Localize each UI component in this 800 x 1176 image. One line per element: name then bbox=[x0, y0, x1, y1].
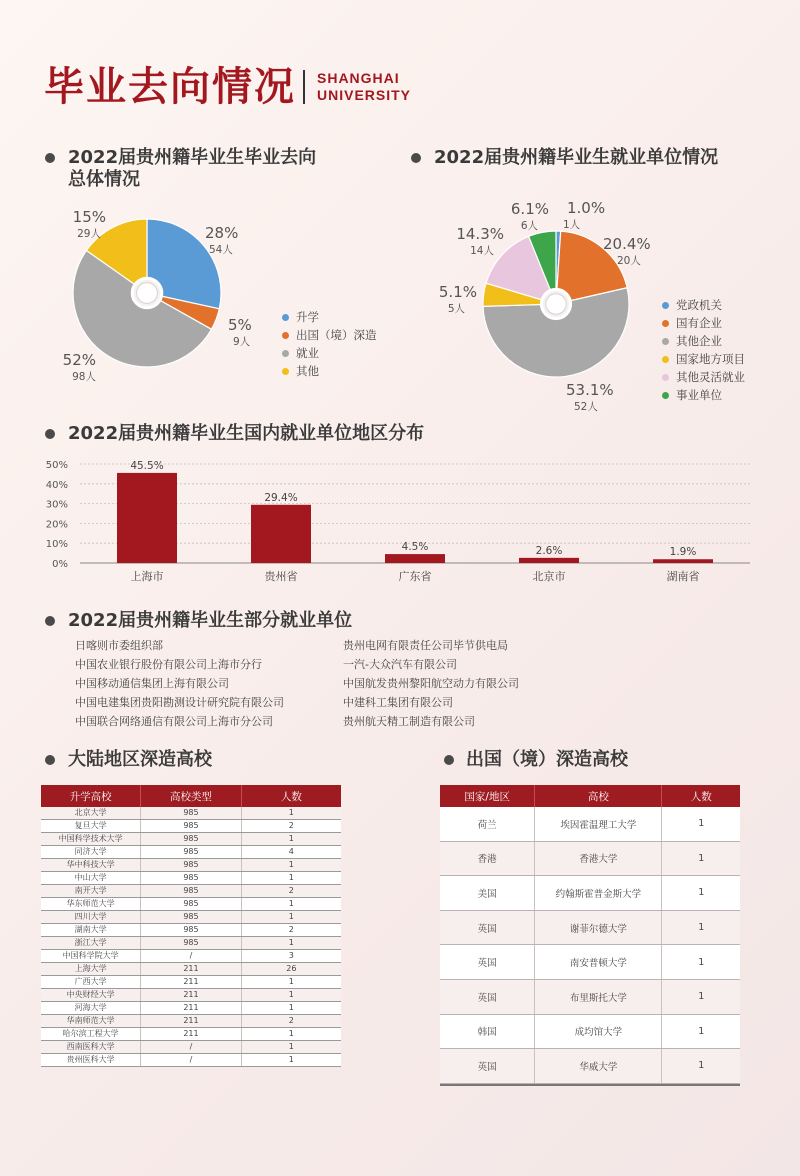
table-row bbox=[41, 807, 341, 820]
table-cell: 约翰斯霍普金斯大学 bbox=[535, 876, 662, 911]
pie-center-inner bbox=[546, 294, 566, 314]
table-cell: 1 bbox=[241, 911, 341, 924]
legend-label: 其他 bbox=[296, 364, 319, 378]
table-cell: 2 bbox=[241, 885, 341, 898]
table-row bbox=[41, 885, 341, 898]
x-tick-label: 上海市 bbox=[130, 570, 164, 583]
slice-percent-label: 1.0% bbox=[567, 199, 606, 217]
table-cell: 埃因霍温理工大学 bbox=[535, 807, 662, 841]
section-bullet bbox=[45, 616, 55, 626]
table-cell: 英国 bbox=[440, 979, 535, 1014]
table-cell: 211 bbox=[141, 1028, 241, 1041]
table-cell: 哈尔滨工程大学 bbox=[41, 1028, 141, 1041]
table-row bbox=[41, 1054, 341, 1067]
table-cell: 211 bbox=[141, 963, 241, 976]
employer-item: 贵州航天精工制造有限公司 bbox=[343, 715, 475, 728]
slice-percent-label: 53.1% bbox=[566, 381, 614, 399]
employer-item: 中国移动通信集团上海有限公司 bbox=[75, 677, 229, 690]
section-bullet bbox=[45, 755, 55, 765]
section-bullet bbox=[45, 153, 55, 163]
table-cell: 985 bbox=[141, 820, 241, 833]
table-cell: 1 bbox=[241, 1002, 341, 1015]
table-row bbox=[440, 841, 740, 876]
table-cell: 英国 bbox=[440, 945, 535, 980]
x-tick-label: 贵州省 bbox=[264, 570, 298, 583]
table-cell: 985 bbox=[141, 898, 241, 911]
legend-label: 其他企业 bbox=[676, 334, 722, 348]
section-title-employers: 2022届贵州籍毕业生部分就业单位 bbox=[68, 610, 353, 631]
slice-count-label: 54人 bbox=[209, 244, 233, 256]
x-tick-label: 湖南省 bbox=[666, 570, 700, 583]
table-row bbox=[41, 833, 341, 846]
table-cell: 1 bbox=[241, 976, 341, 989]
university-name bbox=[317, 70, 411, 104]
y-tick-label: 10% bbox=[45, 539, 68, 551]
table-cell: 香港 bbox=[440, 841, 535, 876]
bar-value-label: 4.5% bbox=[401, 541, 429, 554]
employer-item: 中国电建集团贵阳勘测设计研究院有限公司 bbox=[75, 696, 284, 709]
table-cell: 华中科技大学 bbox=[41, 859, 141, 872]
table-cell: 华南师范大学 bbox=[41, 1015, 141, 1028]
abroad-table-wrap bbox=[440, 785, 740, 1086]
bar-value-label: 29.4% bbox=[264, 491, 298, 504]
table-cell: 4 bbox=[241, 846, 341, 859]
section-bullet bbox=[444, 755, 454, 765]
table-row bbox=[41, 846, 341, 859]
table-cell: 211 bbox=[141, 1002, 241, 1015]
legend-item bbox=[662, 296, 745, 314]
legend-swatch bbox=[282, 368, 289, 375]
table-cell: 湖南大学 bbox=[41, 924, 141, 937]
table-cell: 复旦大学 bbox=[41, 820, 141, 833]
employer-item: 中国农业银行股份有限公司上海市分行 bbox=[75, 658, 262, 671]
legend-swatch bbox=[662, 374, 669, 381]
y-tick-label: 50% bbox=[45, 460, 68, 471]
bar bbox=[251, 505, 311, 563]
slice-count-label: 1人 bbox=[563, 219, 581, 231]
table-cell: 211 bbox=[141, 1015, 241, 1028]
table-cell: 1 bbox=[241, 898, 341, 911]
section-title-overall-line2: 总体情况 bbox=[68, 169, 140, 190]
table-cell: 1 bbox=[241, 833, 341, 846]
table-row bbox=[41, 859, 341, 872]
table-cell: 2 bbox=[241, 820, 341, 833]
legend-item bbox=[662, 314, 745, 332]
table-cell: 布里斯托大学 bbox=[535, 979, 662, 1014]
bar bbox=[117, 473, 177, 563]
slice-percent-label: 28% bbox=[205, 224, 239, 242]
slice-count-label: 6人 bbox=[520, 220, 538, 232]
table-cell: 1 bbox=[241, 872, 341, 885]
column-header: 升学高校 bbox=[41, 785, 141, 807]
table-cell: 1 bbox=[662, 807, 740, 841]
table-row bbox=[440, 1049, 740, 1084]
section-title-region: 2022届贵州籍毕业生国内就业单位地区分布 bbox=[68, 423, 425, 444]
table-cell: 荷兰 bbox=[440, 807, 535, 841]
column-header: 高校 bbox=[535, 785, 662, 807]
legend-swatch bbox=[282, 332, 289, 339]
employer-list-left bbox=[75, 636, 284, 731]
table-cell: 北京大学 bbox=[41, 807, 141, 820]
destination-legend bbox=[282, 308, 377, 380]
table-row bbox=[41, 924, 341, 937]
employer-type-legend bbox=[662, 296, 745, 404]
table-cell: 985 bbox=[141, 911, 241, 924]
section-title-overall-line1: 2022届贵州籍毕业生毕业去向 bbox=[68, 147, 317, 168]
x-tick-label: 广东省 bbox=[398, 570, 432, 583]
column-header: 人数 bbox=[241, 785, 341, 807]
employer-list-right bbox=[343, 636, 519, 731]
table-cell: 同济大学 bbox=[41, 846, 141, 859]
table-row bbox=[440, 945, 740, 980]
x-tick-label: 北京市 bbox=[532, 570, 566, 583]
legend-item bbox=[662, 386, 745, 404]
slice-percent-label: 15% bbox=[72, 208, 106, 226]
table-cell: 1 bbox=[241, 989, 341, 1002]
table-cell: 985 bbox=[141, 872, 241, 885]
table-cell: 1 bbox=[662, 910, 740, 945]
university-name-line2: UNIVERSITY bbox=[317, 87, 412, 103]
table-row bbox=[440, 910, 740, 945]
section-title-overall bbox=[68, 147, 316, 191]
slice-percent-label: 20.4% bbox=[603, 235, 651, 253]
section-title-mainland: 大陆地区深造高校 bbox=[68, 749, 212, 770]
table-cell: 1 bbox=[241, 859, 341, 872]
table-cell: 成均馆大学 bbox=[535, 1014, 662, 1049]
bar bbox=[653, 559, 713, 563]
table-cell: 1 bbox=[662, 945, 740, 980]
table-bottom-rule bbox=[440, 1084, 740, 1086]
slice-count-label: 14人 bbox=[470, 245, 494, 257]
table-cell: 2 bbox=[241, 1015, 341, 1028]
table-cell: 211 bbox=[141, 989, 241, 1002]
table-cell: / bbox=[141, 1041, 241, 1054]
legend-item bbox=[662, 368, 745, 386]
table-cell: 华东师范大学 bbox=[41, 898, 141, 911]
table-cell: 985 bbox=[141, 833, 241, 846]
region-bar-chart bbox=[0, 452, 800, 592]
legend-item bbox=[662, 332, 745, 350]
mainland-schools-table bbox=[41, 785, 341, 1067]
table-cell: 2 bbox=[241, 924, 341, 937]
bar-value-label: 2.6% bbox=[535, 544, 563, 557]
section-bullet bbox=[411, 153, 421, 163]
table-cell: 南安普顿大学 bbox=[535, 945, 662, 980]
employer-item: 贵州电网有限责任公司毕节供电局 bbox=[343, 639, 508, 652]
slice-count-label: 20人 bbox=[617, 255, 641, 267]
employer-item: 中建科工集团有限公司 bbox=[343, 696, 453, 709]
table-row bbox=[41, 937, 341, 950]
column-header: 国家/地区 bbox=[440, 785, 535, 807]
table-cell: 1 bbox=[662, 876, 740, 911]
legend-item bbox=[282, 362, 377, 380]
table-row bbox=[440, 979, 740, 1014]
legend-label: 国家地方项目 bbox=[676, 352, 745, 366]
y-tick-label: 40% bbox=[45, 479, 68, 491]
bar bbox=[519, 558, 579, 563]
table-row bbox=[41, 1002, 341, 1015]
table-cell: 浙江大学 bbox=[41, 937, 141, 950]
legend-swatch bbox=[662, 338, 669, 345]
legend-swatch bbox=[662, 302, 669, 309]
table-cell: 中国科学技术大学 bbox=[41, 833, 141, 846]
table-cell: 985 bbox=[141, 937, 241, 950]
slice-count-label: 98人 bbox=[72, 371, 96, 383]
table-row bbox=[41, 1041, 341, 1054]
table-cell: 广西大学 bbox=[41, 976, 141, 989]
pie-center-inner bbox=[137, 283, 158, 304]
slice-percent-label: 52% bbox=[62, 351, 96, 369]
legend-label: 党政机关 bbox=[676, 298, 722, 312]
table-row bbox=[41, 950, 341, 963]
table-cell: 1 bbox=[241, 1028, 341, 1041]
table-cell: 1 bbox=[241, 1054, 341, 1067]
table-cell: 美国 bbox=[440, 876, 535, 911]
table-cell: 1 bbox=[241, 937, 341, 950]
column-header: 高校类型 bbox=[141, 785, 241, 807]
abroad-schools-table bbox=[440, 785, 740, 1084]
slice-count-label: 9人 bbox=[233, 336, 251, 348]
legend-swatch bbox=[662, 320, 669, 327]
table-row bbox=[41, 963, 341, 976]
legend-item bbox=[282, 344, 377, 362]
bar-value-label: 45.5% bbox=[130, 459, 164, 472]
mainland-table-wrap bbox=[41, 785, 341, 1067]
section-title-abroad: 出国（境）深造高校 bbox=[466, 749, 628, 770]
legend-label: 出国（境）深造 bbox=[296, 328, 377, 342]
bar bbox=[385, 554, 445, 563]
table-row bbox=[440, 1014, 740, 1049]
table-cell: 1 bbox=[662, 1049, 740, 1084]
legend-item bbox=[282, 308, 377, 326]
legend-label: 其他灵活就业 bbox=[676, 370, 745, 384]
table-row bbox=[41, 1015, 341, 1028]
slice-percent-label: 5% bbox=[228, 316, 252, 334]
legend-swatch bbox=[662, 392, 669, 399]
table-row bbox=[41, 820, 341, 833]
legend-swatch bbox=[662, 356, 669, 363]
y-tick-label: 30% bbox=[45, 499, 68, 511]
table-cell: 香港大学 bbox=[535, 841, 662, 876]
legend-label: 就业 bbox=[296, 346, 319, 360]
table-cell: 1 bbox=[662, 841, 740, 876]
legend-label: 国有企业 bbox=[676, 316, 722, 330]
table-cell: 英国 bbox=[440, 910, 535, 945]
table-cell: 河海大学 bbox=[41, 1002, 141, 1015]
table-cell: 1 bbox=[241, 807, 341, 820]
university-name-line1: SHANGHAI bbox=[317, 70, 400, 86]
table-row bbox=[440, 807, 740, 841]
table-row bbox=[41, 1028, 341, 1041]
table-cell: 南开大学 bbox=[41, 885, 141, 898]
table-cell: 985 bbox=[141, 924, 241, 937]
column-header: 人数 bbox=[662, 785, 740, 807]
table-cell: / bbox=[141, 950, 241, 963]
table-cell: 韩国 bbox=[440, 1014, 535, 1049]
title-divider bbox=[303, 70, 305, 104]
section-bullet bbox=[45, 429, 55, 439]
employer-item: 中国联合网络通信有限公司上海市分公司 bbox=[75, 715, 273, 728]
table-cell: 中央财经大学 bbox=[41, 989, 141, 1002]
employer-item: 中国航发贵州黎阳航空动力有限公司 bbox=[343, 677, 519, 690]
page-title: 毕业去向情况 bbox=[44, 64, 296, 110]
table-cell: 上海大学 bbox=[41, 963, 141, 976]
table-cell: 中国科学院大学 bbox=[41, 950, 141, 963]
legend-swatch bbox=[282, 350, 289, 357]
table-cell: 985 bbox=[141, 859, 241, 872]
legend-item bbox=[662, 350, 745, 368]
slice-count-label: 52人 bbox=[574, 401, 598, 413]
table-cell: 中山大学 bbox=[41, 872, 141, 885]
table-cell: 3 bbox=[241, 950, 341, 963]
table-cell: 四川大学 bbox=[41, 911, 141, 924]
table-cell: 1 bbox=[241, 1041, 341, 1054]
table-cell: / bbox=[141, 1054, 241, 1067]
table-row bbox=[41, 989, 341, 1002]
legend-swatch bbox=[282, 314, 289, 321]
legend-label: 事业单位 bbox=[676, 388, 722, 402]
table-cell: 211 bbox=[141, 976, 241, 989]
table-row bbox=[41, 898, 341, 911]
slice-count-label: 5人 bbox=[447, 303, 465, 315]
table-cell: 1 bbox=[662, 1014, 740, 1049]
employer-item: 日喀则市委组织部 bbox=[75, 639, 163, 652]
table-cell: 谢菲尔德大学 bbox=[535, 910, 662, 945]
table-cell: 1 bbox=[662, 979, 740, 1014]
y-tick-label: 0% bbox=[52, 559, 68, 570]
table-cell: 985 bbox=[141, 885, 241, 898]
table-cell: 26 bbox=[241, 963, 341, 976]
employer-item: 一汽-大众汽车有限公司 bbox=[343, 658, 457, 671]
table-row bbox=[440, 876, 740, 911]
y-tick-label: 20% bbox=[45, 519, 68, 531]
slice-percent-label: 14.3% bbox=[456, 225, 504, 243]
slice-percent-label: 5.1% bbox=[438, 283, 477, 301]
table-row bbox=[41, 976, 341, 989]
table-cell: 西南医科大学 bbox=[41, 1041, 141, 1054]
bar-value-label: 1.9% bbox=[669, 546, 697, 559]
table-cell: 英国 bbox=[440, 1049, 535, 1084]
table-row bbox=[41, 872, 341, 885]
table-cell: 华威大学 bbox=[535, 1049, 662, 1084]
slice-percent-label: 6.1% bbox=[510, 200, 549, 218]
table-cell: 985 bbox=[141, 807, 241, 820]
slice-count-label: 29人 bbox=[77, 228, 101, 240]
table-cell: 985 bbox=[141, 846, 241, 859]
table-cell: 贵州医科大学 bbox=[41, 1054, 141, 1067]
legend-item bbox=[282, 326, 377, 344]
section-title-employer-type: 2022届贵州籍毕业生就业单位情况 bbox=[434, 147, 719, 168]
legend-label: 升学 bbox=[296, 310, 319, 324]
table-row bbox=[41, 911, 341, 924]
